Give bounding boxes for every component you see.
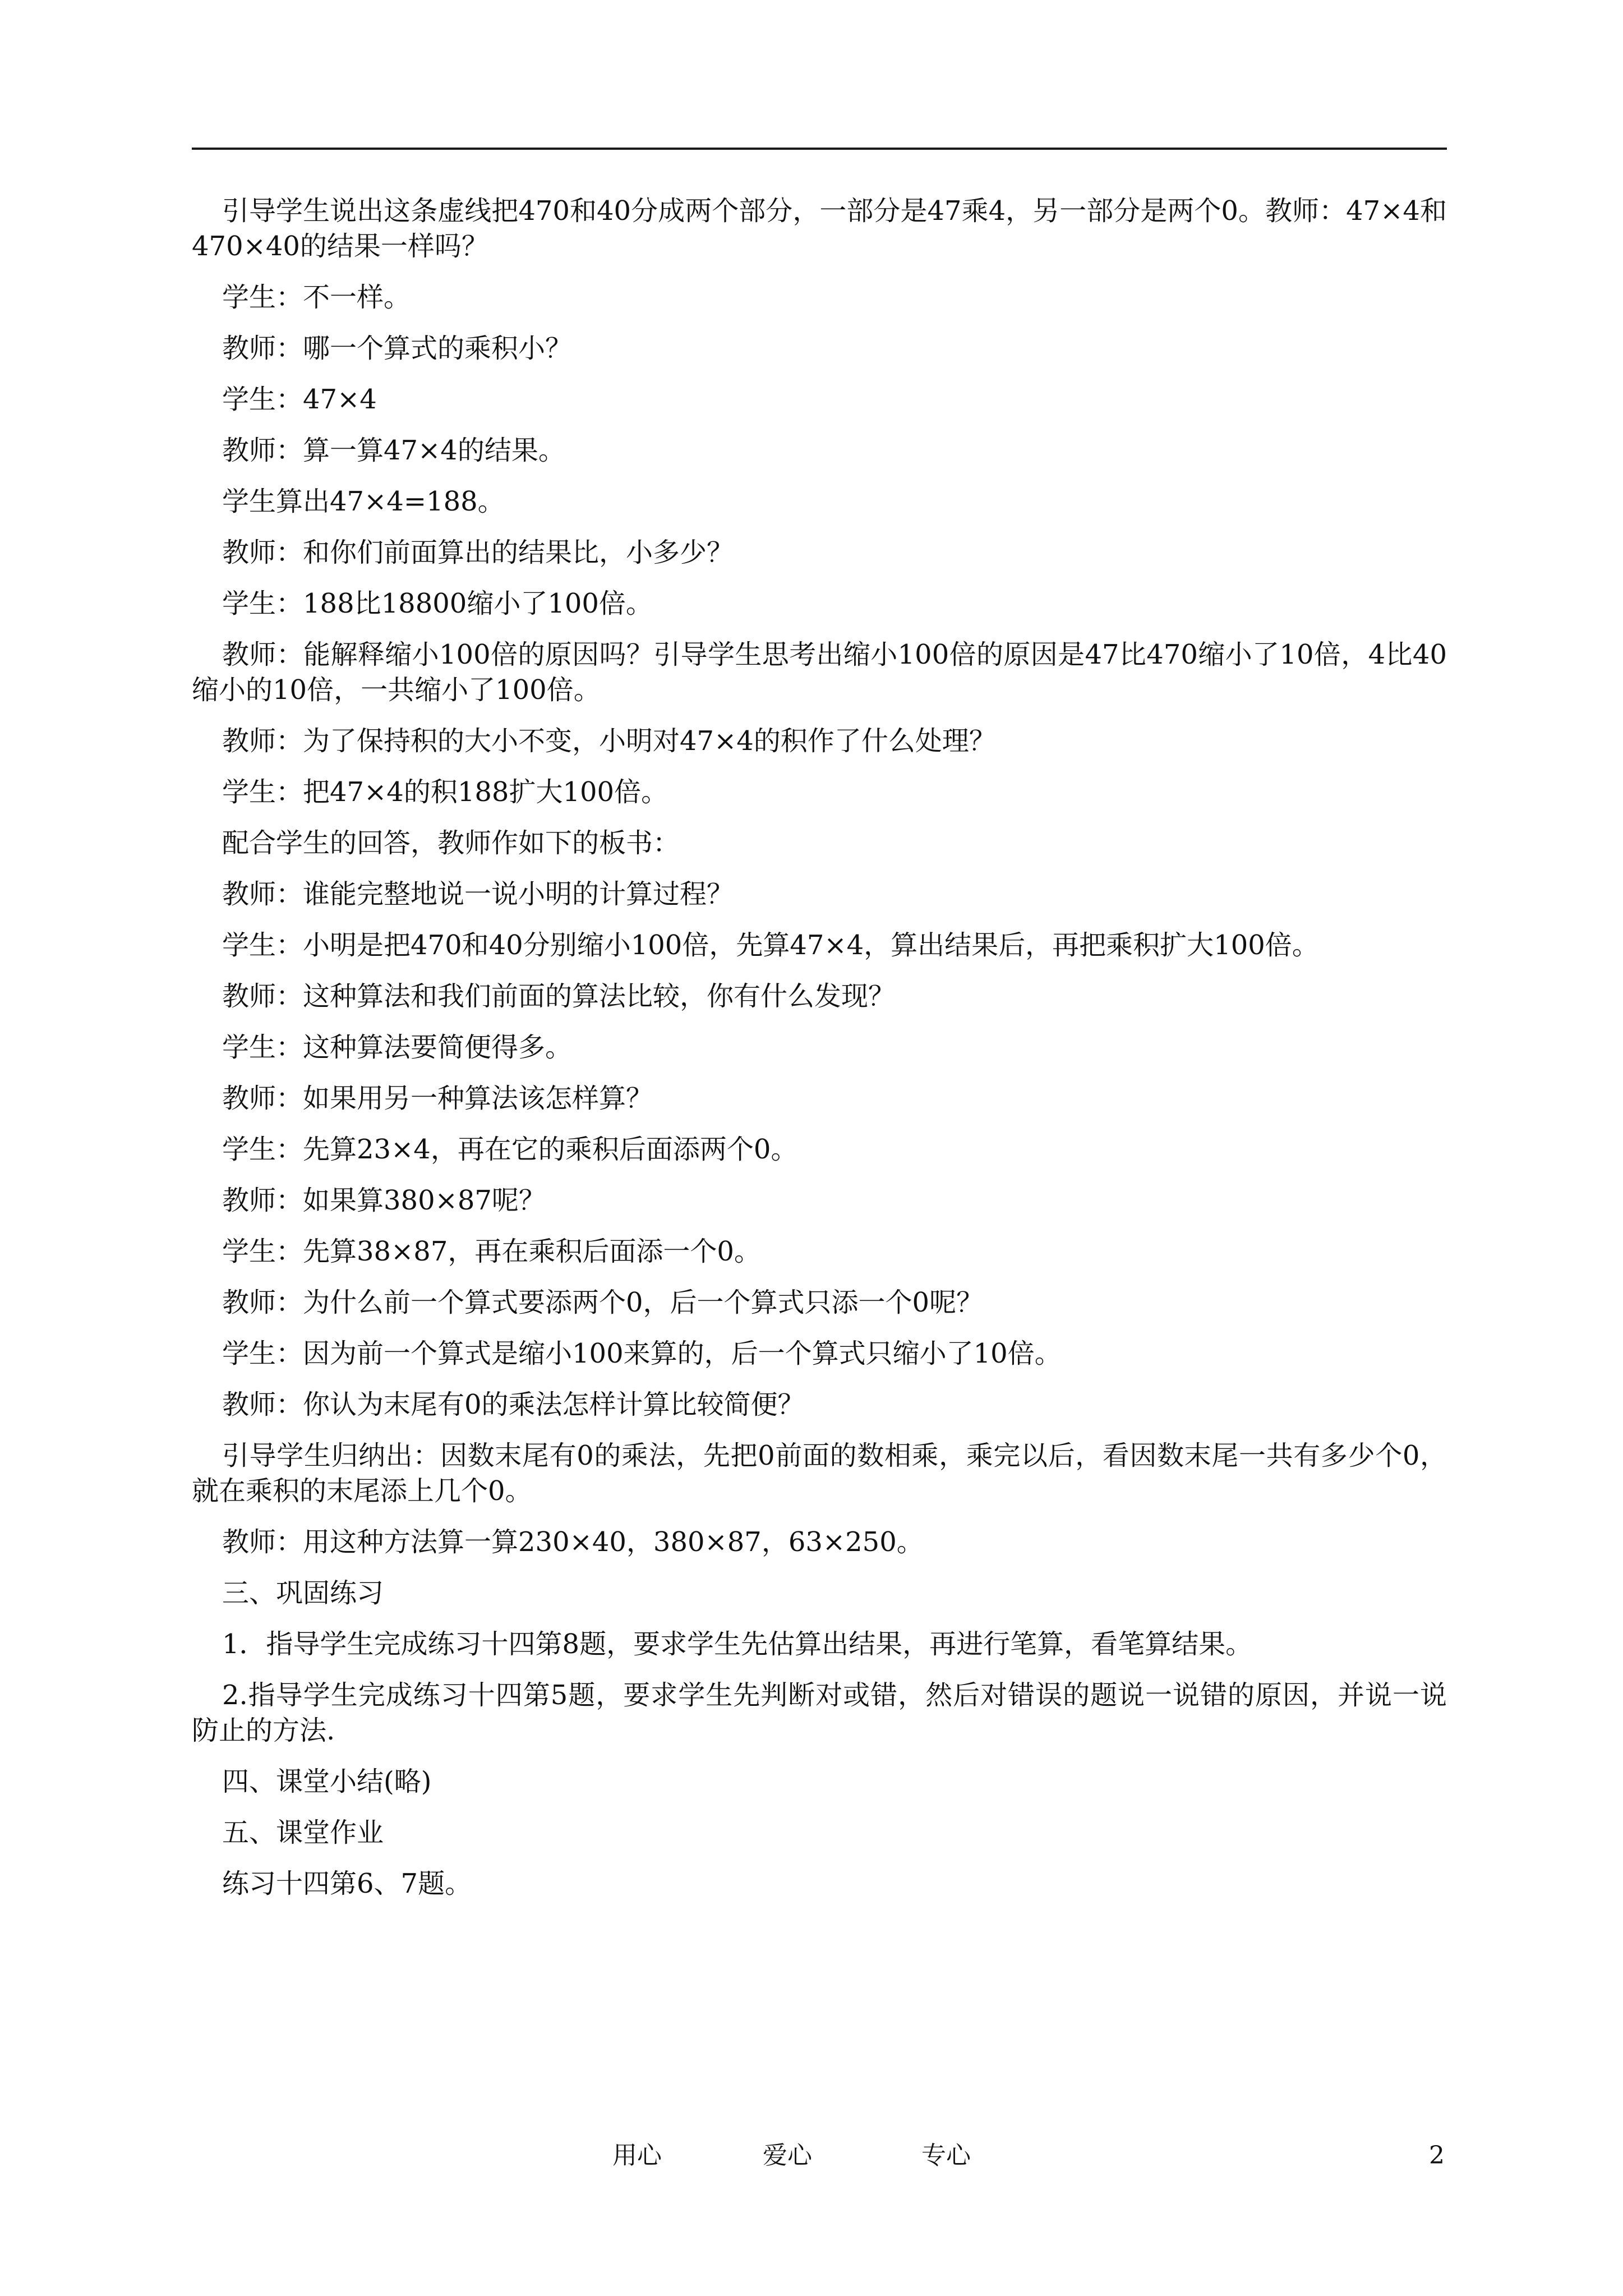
page-footer [0,2136,1623,2175]
paragraph: 1．指导学生完成练习十四第8题，要求学生先估算出结果，再进行笔算，看笔算结果。 [222,1628,1253,1660]
paragraph: 学生：小明是把470和40分别缩小100倍，先算47×4，算出结果后，再把乘积扩大100倍。 [222,930,1319,961]
paragraph: 学生：不一样。 [222,282,411,313]
paragraph: 教师：为了保持积的大小不变，小明对47×4的积作了什么处理？ [222,725,996,757]
paragraph: 引导学生归纳出：因数末尾有0的乘法，先把0前面的数相乘，乘完以后，看因数末尾一共有多少个0，就在乘积的末尾添上几个0。 [192,1440,1447,1507]
paragraph: 学生：因为前一个算式是缩小100来算的，后一个算式只缩小了10倍。 [222,1338,1062,1369]
paragraph: 引导学生说出这条虚线把470和40分成两个部分，一部分是47乘4，另一部分是两个0。教师：47×4和470×40的结果一样吗？ [192,195,1447,262]
paragraph: 2.指导学生完成练习十四第5题，要求学生先判断对或错，然后对错误的题说一说错的原因，并说一说防止的方法. [192,1680,1447,1746]
document-body [192,194,1447,1917]
paragraph: 学生：先算23×4，再在它的乘积后面添两个0。 [222,1134,798,1165]
paragraph: 学生：把47×4的积188扩大100倍。 [222,776,668,808]
paragraph: 教师：如果用另一种算法该怎样算？ [222,1083,653,1114]
paragraph: 学生：这种算法要简便得多。 [222,1032,573,1063]
section-heading: 五、课堂作业 [222,1817,384,1848]
paragraph: 教师：哪一个算式的乘积小？ [222,333,573,364]
paragraph: 教师：为什么前一个算式要添两个0，后一个算式只添一个0呢？ [222,1287,984,1318]
paragraph: 教师：和你们前面算出的结果比，小多少？ [222,537,734,568]
paragraph: 配合学生的回答，教师作如下的板书： [222,827,680,859]
page-number: 2 [1429,2141,1445,2170]
footer-motto: 专心 [921,2141,971,2170]
paragraph: 教师：能解释缩小100倍的原因吗？引导学生思考出缩小100倍的原因是47比470缩小了10倍，4比40缩小的10倍，一共缩小了100倍。 [192,639,1447,706]
paragraph: 学生：188比18800缩小了100倍。 [222,588,653,619]
paragraph: 练习十四第6、7题。 [222,1868,472,1899]
paragraph: 学生算出47×4=188。 [222,486,505,517]
paragraph: 教师：如果算380×87呢？ [222,1185,546,1216]
paragraph: 教师：你认为末尾有0的乘法怎样计算比较简便？ [222,1389,805,1420]
paragraph: 教师：用这种方法算一算230×40，380×87，63×250。 [222,1526,924,1558]
paragraph: 教师：这种算法和我们前面的算法比较，你有什么发现？ [222,981,896,1012]
paragraph: 教师：谁能完整地说一说小明的计算过程？ [222,878,734,910]
paragraph: 学生：先算38×87，再在乘积后面添一个0。 [222,1236,761,1267]
footer-motto: 用心 [612,2141,662,2170]
section-heading: 四、课堂小结(略) [222,1766,432,1797]
paragraph: 教师：算一算47×4的结果。 [222,435,565,466]
header-rule [192,148,1447,150]
paragraph: 学生：47×4 [222,384,377,415]
section-heading: 三、巩固练习 [222,1577,384,1609]
footer-motto: 爱心 [763,2141,812,2170]
